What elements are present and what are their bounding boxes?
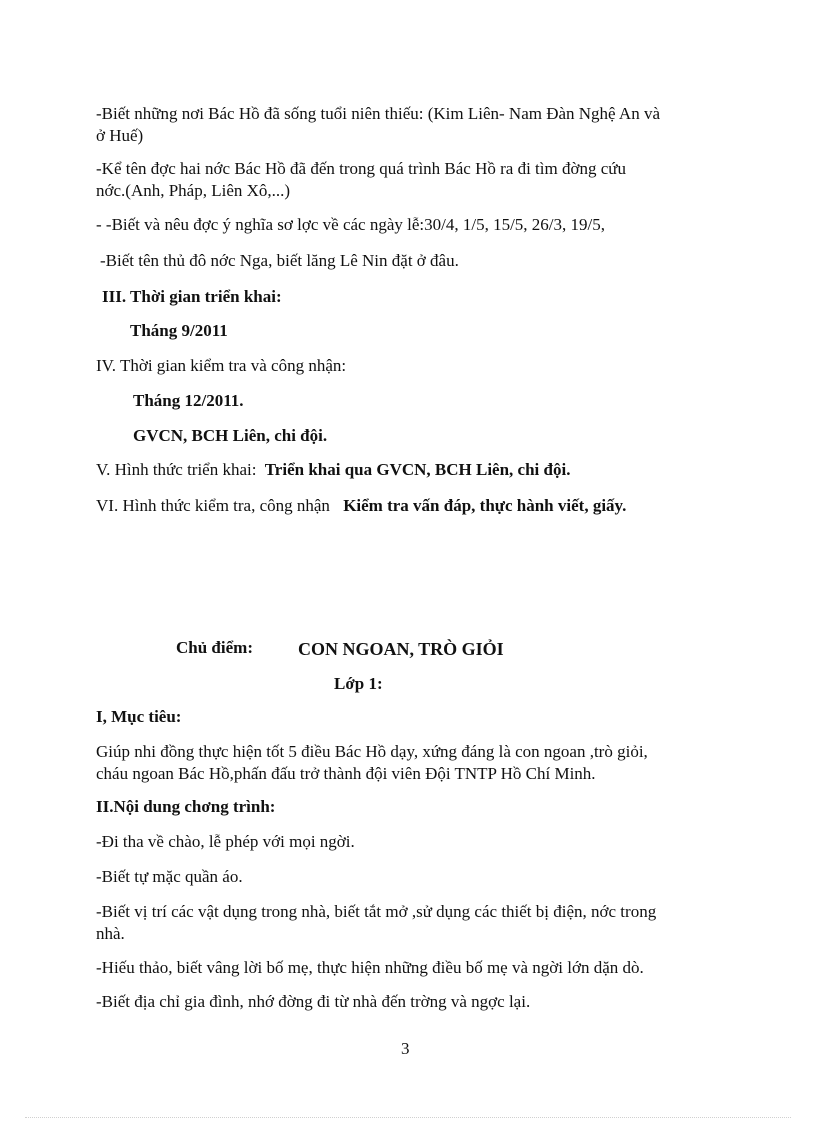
date-text: Tháng 9/2011 bbox=[130, 321, 228, 340]
paragraph-line bbox=[96, 495, 626, 517]
list-item: -Biết địa chỉ gia đình, nhớ đờng đi từ nhà đến trờng và ngợc lại. bbox=[96, 992, 531, 1011]
page-number: 3 bbox=[401, 1039, 410, 1058]
list-item: -Đi tha về chào, lễ phép với mọi ngời. bbox=[96, 832, 355, 851]
theme-label: Chủ điểm: bbox=[176, 638, 253, 657]
list-item: -Hiếu thảo, biết vâng lời bố mẹ, thực hiện những điều bố mẹ và ngời lớn dặn dò. bbox=[96, 958, 644, 977]
paragraph-line: - -Biết và nêu đợc ý nghĩa sơ lợc về các ngày lễ:30/4, 1/5, 15/5, 26/3, 19/5, bbox=[96, 215, 605, 234]
list-item: -Biết tự mặc quần áo. bbox=[96, 867, 243, 886]
paragraph-line: cháu ngoan Bác Hồ,phấn đấu trở thành đội viên Đội TNTP Hồ Chí Minh. bbox=[96, 764, 596, 783]
value-text: Kiểm tra vấn đáp, thực hành viết, giấy. bbox=[343, 496, 627, 515]
theme-title: CON NGOAN, TRÒ GIỎI bbox=[298, 639, 504, 659]
responsible-text: GVCN, BCH Liên, chi đội. bbox=[133, 426, 328, 445]
paragraph-line bbox=[96, 459, 570, 481]
section-heading: II.Nội dung chơng trình: bbox=[96, 797, 276, 816]
value-text: Triển khai qua GVCN, BCH Liên, chi đội. bbox=[264, 460, 571, 479]
paragraph-line: IV. Thời gian kiểm tra và công nhận: bbox=[96, 356, 347, 375]
paragraph-line: -Kể tên đợc hai nớc Bác Hồ đã đến trong quá trình Bác Hồ ra đi tìm đờng cứu bbox=[96, 159, 626, 178]
section-heading: I, Mục tiêu: bbox=[96, 707, 182, 726]
date-text: Tháng 12/2011. bbox=[133, 391, 244, 410]
paragraph-line: -Biết tên thủ đô nớc Nga, biết lăng Lê Nin đặt ở đâu. bbox=[100, 251, 459, 270]
label-text: VI. Hình thức kiểm tra, công nhận bbox=[96, 496, 330, 515]
paragraph-line: nớc.(Anh, Pháp, Liên Xô,...) bbox=[96, 181, 291, 200]
grade-heading: Lớp 1: bbox=[334, 674, 383, 693]
list-item: nhà. bbox=[96, 924, 125, 943]
paragraph-line: Giúp nhi đồng thực hiện tốt 5 điều Bác Hồ dạy, xứng đáng là con ngoan ,trò giỏi, bbox=[96, 742, 648, 761]
paragraph-line: -Biết những nơi Bác Hồ đã sống tuổi niên thiếu: (Kim Liên- Nam Đàn Nghệ An và bbox=[96, 104, 660, 123]
section-heading: III. Thời gian triển khai: bbox=[102, 287, 282, 306]
page-bottom-rule bbox=[25, 1117, 791, 1118]
label-text: V. Hình thức triển khai: bbox=[96, 460, 257, 479]
paragraph-line: ở Huế) bbox=[96, 126, 144, 145]
list-item: -Biết vị trí các vật dụng trong nhà, biết tắt mở ,sử dụng các thiết bị điện, nớc trong bbox=[96, 902, 657, 921]
